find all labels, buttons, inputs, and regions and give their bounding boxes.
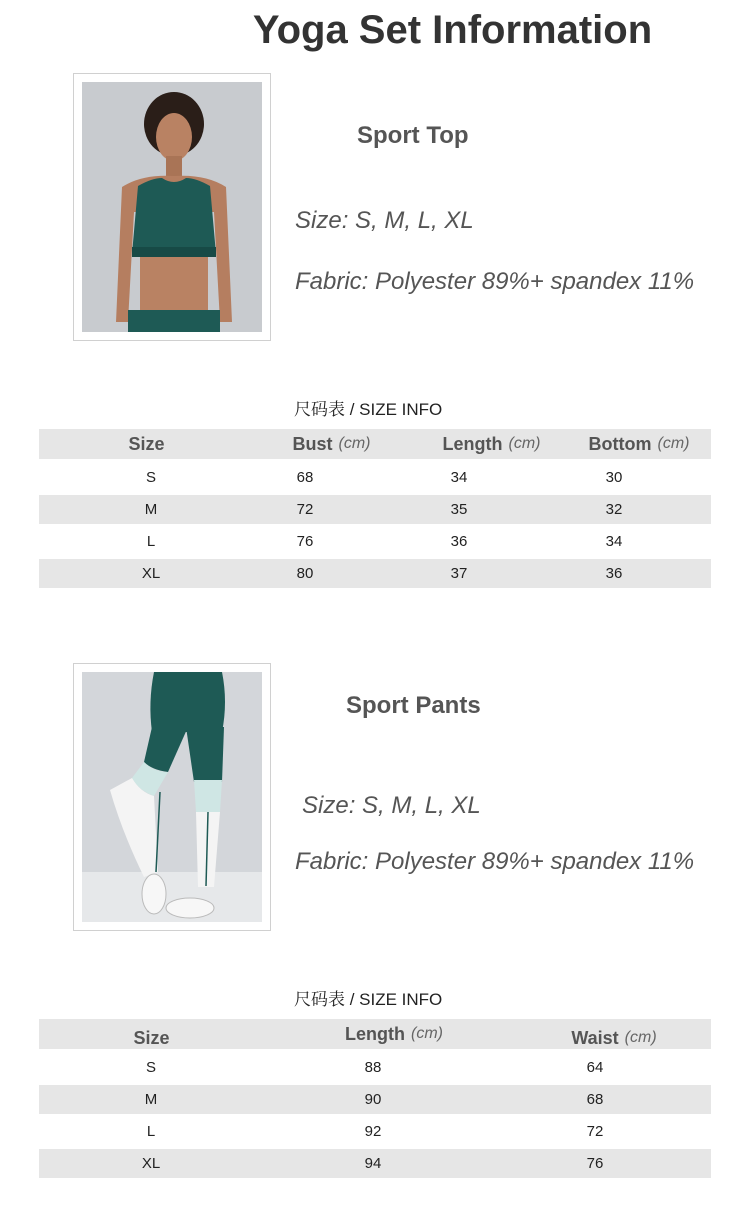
table-cell: 35 xyxy=(450,501,468,518)
table-cell: 68 xyxy=(586,1091,604,1108)
sport-pants-size-line: Size: S, M, L, XL xyxy=(302,792,481,819)
table-row xyxy=(39,527,711,556)
sport-top-name: Sport Top xyxy=(357,122,469,149)
table-cell: M xyxy=(144,1091,158,1108)
table-cell: 80 xyxy=(296,565,314,582)
sport-top-photo xyxy=(73,73,271,341)
sport-pants-fabric-line: Fabric: Polyester 89%+ spandex 11% xyxy=(295,848,695,875)
table-row xyxy=(39,1117,711,1146)
table-header-length: Length (cm) xyxy=(345,1023,443,1044)
table-cell: 92 xyxy=(364,1123,382,1140)
sport-top-size-line: Size: S, M, L, XL xyxy=(295,207,474,234)
table-header-length: Length (cm) xyxy=(442,433,541,454)
table-cell: 90 xyxy=(364,1091,382,1108)
table-row xyxy=(39,495,711,524)
model-top-illustration xyxy=(82,82,262,332)
table-cell: XL xyxy=(141,565,161,582)
table-row xyxy=(39,1053,711,1082)
table-cell: 32 xyxy=(605,501,623,518)
table-cell: XL xyxy=(141,1155,161,1172)
sport-top-size-table xyxy=(39,429,711,589)
sport-pants-name: Sport Pants xyxy=(346,692,481,719)
table-header-bust: Bust (cm) xyxy=(292,433,371,454)
sport-top-fabric-line: Fabric: Polyester 89%+ spandex 11% xyxy=(295,268,695,295)
table-header-row xyxy=(39,429,711,459)
table-header-size: Size xyxy=(128,433,165,454)
table-cell: 34 xyxy=(450,469,468,486)
table-cell: 64 xyxy=(586,1059,604,1076)
page-title: Yoga Set Information xyxy=(252,8,653,52)
table-header-row xyxy=(39,1019,711,1049)
table-row xyxy=(39,559,711,588)
table-cell: 36 xyxy=(605,565,623,582)
table-cell: 88 xyxy=(364,1059,382,1076)
table-cell: L xyxy=(146,533,156,550)
table-row xyxy=(39,1085,711,1114)
table-row xyxy=(39,463,711,492)
table-cell: L xyxy=(146,1123,156,1140)
table-cell: 76 xyxy=(586,1155,604,1172)
table-header-bottom: Bottom (cm) xyxy=(588,433,690,454)
table-cell: M xyxy=(144,501,158,518)
table-cell: 34 xyxy=(605,533,623,550)
table-cell: 36 xyxy=(450,533,468,550)
table-cell: 94 xyxy=(364,1155,382,1172)
table-row xyxy=(39,1149,711,1178)
sport-pants-photo xyxy=(73,663,271,931)
table-cell: S xyxy=(145,469,156,486)
table-cell: 72 xyxy=(586,1123,604,1140)
table-cell: 37 xyxy=(450,565,468,582)
table-cell: 72 xyxy=(296,501,314,518)
model-pants-illustration xyxy=(82,672,262,922)
table-cell: 68 xyxy=(296,469,314,486)
table-header-waist: Waist (cm) xyxy=(571,1027,657,1048)
table-header-size: Size xyxy=(133,1027,170,1048)
sport-pants-size-table xyxy=(39,1019,711,1179)
table-cell: S xyxy=(145,1059,156,1076)
sport-top-size-heading: 尺码表 / SIZE INFO xyxy=(294,400,443,419)
table-cell: 30 xyxy=(605,469,623,486)
table-cell: 76 xyxy=(296,533,314,550)
sport-pants-size-heading: 尺码表 / SIZE INFO xyxy=(294,990,443,1009)
